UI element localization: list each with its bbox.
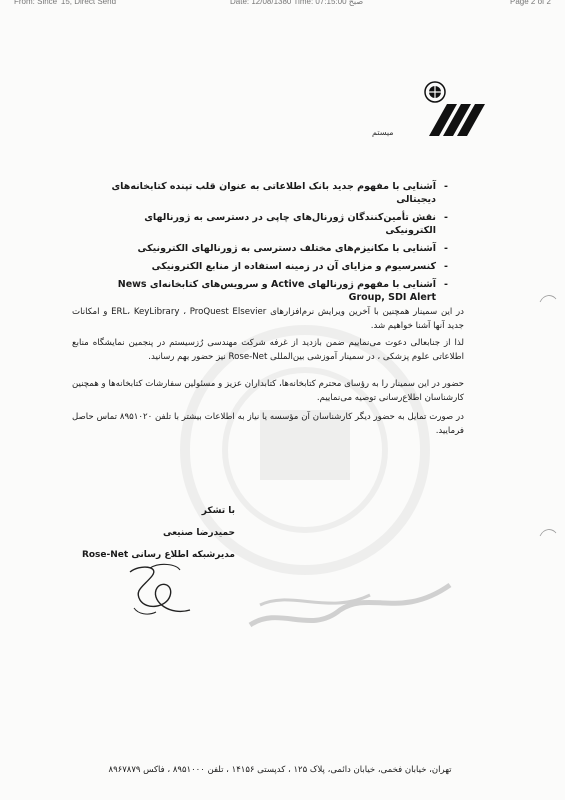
list-item-text: آشنایی با مفهوم جدید بانک اطلاعاتی به عنوان قلب تپنده کتابخانه‌های دیجیتالی xyxy=(111,181,436,205)
paragraph-invitation: لذا از جنابعالی دعوت می‌نماییم ضمن بازدید از غرفه شرکت مهندسی رُزسیستم در پنجمین نمایشگاه منابع اطلاعاتی علوم پزشکی ، در سمینار آموزشی بین‌المللی Rose-Net نیز حضور بهم رسانید. xyxy=(72,338,464,362)
list-item xyxy=(100,260,448,273)
logo-tagline: میستم xyxy=(372,128,394,137)
list-item xyxy=(100,180,448,206)
fax-transmission-header xyxy=(0,0,565,9)
paragraph-recommendation: حضور در این سمینار را به رؤسای محترم کتابخانه‌ها، کتابداران عزیز و مسئولین سفارشات کتابخانه‌ها و همچنین کارشناسان اطلاع‌رسانی توصیه می‌نماییم. xyxy=(72,379,464,403)
fax-date-time: Date: 12/08/1380 Time: 07:15:00 صبح xyxy=(230,0,364,6)
list-item-text: آشنایی با مکانیزم‌های مختلف دسترسی به ژورنالهای الکترونیکی xyxy=(137,243,436,254)
library-handwritten-stamp xyxy=(240,565,460,645)
footer-address: تهران، خیابان فخمی، خیابان دائمی، پلاک ۱۲۵ ، کدپستی ۱۴۱۵۶ ، تلفن ۸۹۵۱۰۰۰ ، فاکس ۸۹۶۷۸۷۹ xyxy=(108,765,452,775)
closing-thanks: با تشکر xyxy=(201,506,235,516)
margin-mark xyxy=(539,522,557,532)
fax-sender: From: Since '15, Direct Send xyxy=(14,0,117,6)
margin-mark xyxy=(539,288,557,298)
company-logo xyxy=(405,78,485,140)
list-item xyxy=(100,242,448,255)
list-item xyxy=(100,278,448,304)
bullet-marker: - xyxy=(444,181,448,192)
seminar-topics-list xyxy=(100,180,448,309)
paragraph-contact: در صورت تمایل به حضور دیگر کارشناسان آن مؤسسه یا نیاز به اطلاعات بیشتر با تلفن ۸۹۵۱۰۲۰ تماس حاصل فرمایید. xyxy=(72,412,465,436)
signer-title: مدیرشبکه اطلاع رسانی Rose-Net xyxy=(81,550,235,560)
bullet-marker: - xyxy=(444,279,448,290)
closing-block xyxy=(82,500,235,566)
list-item-text: آشنایی با مفهوم ژورنالهای Active و سرویس‌های کتابخانه‌ای News Group, SDI Alert xyxy=(117,279,436,303)
bullet-marker: - xyxy=(444,243,448,254)
bullet-marker: - xyxy=(444,261,448,272)
paragraph-software: در این سمینار همچنین با آخرین ویرایش نرم‌افزارهای ERL، KeyLibrary ، ProQuest Elsevier و امکانات جدید آنها آشنا خواهیم شد. xyxy=(72,307,465,331)
bullet-marker: - xyxy=(444,212,448,223)
signer-name: حمیدرضا صنیعی xyxy=(162,528,235,538)
list-item xyxy=(100,211,448,237)
handwritten-signature xyxy=(120,560,210,620)
list-item-text: کنسرسیوم و مزایای آن در زمینه استفاده از منابع الکترونیکی xyxy=(151,261,436,272)
list-item-text: نقش تأمین‌کنندگان ژورنال‌های چاپی در دسترسی به ژورنالهای الکترونیکی xyxy=(144,212,436,236)
fax-page-number: Page 2 of 2 xyxy=(510,0,551,6)
